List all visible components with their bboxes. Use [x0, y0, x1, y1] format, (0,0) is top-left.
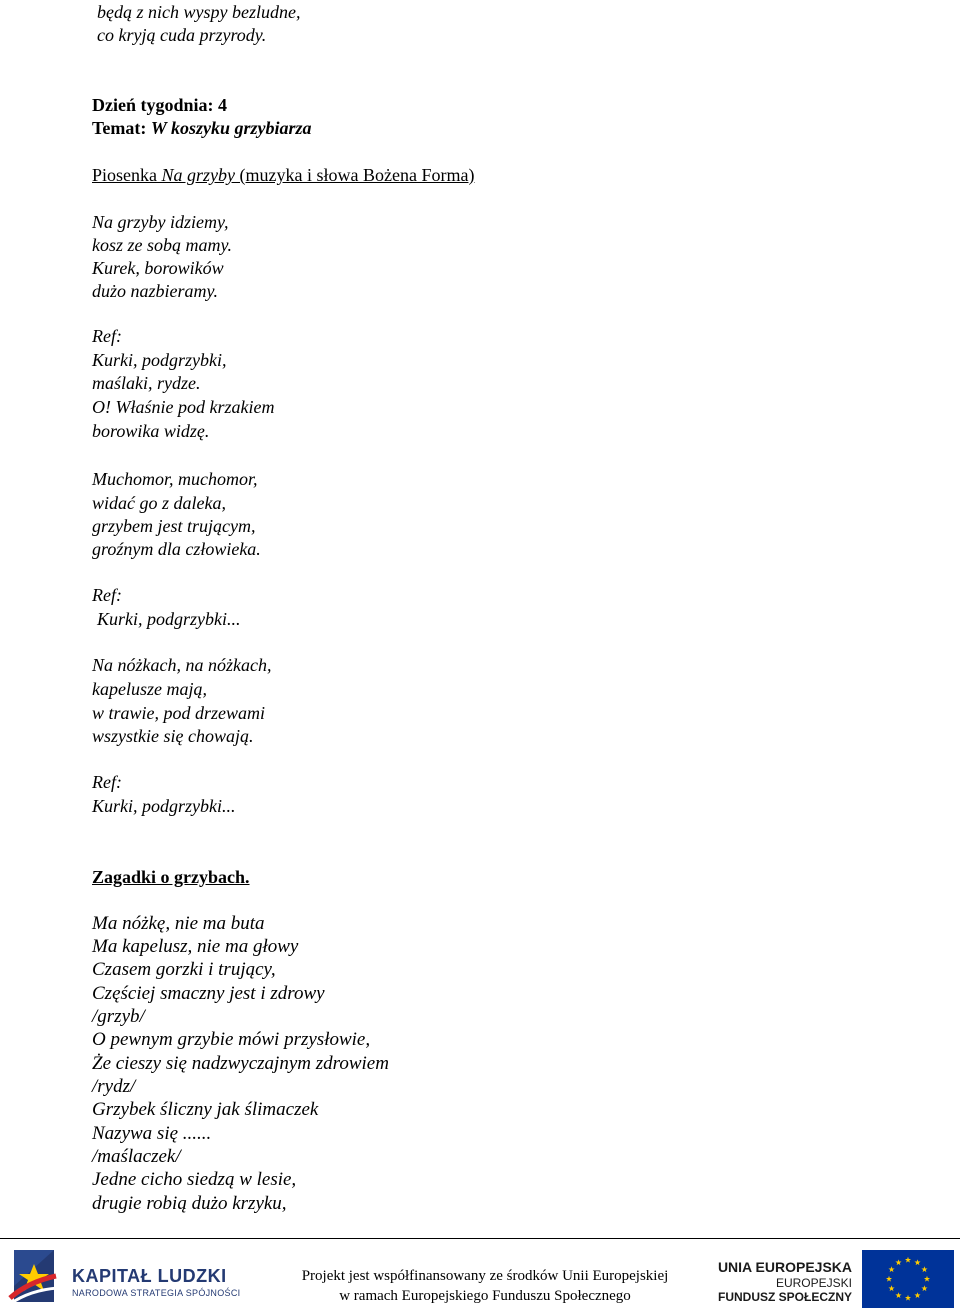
- ref-label: Ref:: [92, 772, 122, 792]
- song-label: Piosenka: [92, 165, 157, 185]
- riddle-line: Częściej smaczny jest i zdrowy: [92, 983, 325, 1004]
- poem-line: co kryją cuda przyrody.: [97, 25, 267, 45]
- kapital-ludzki-logo: [8, 1246, 60, 1315]
- verse-line: Na grzyby idziemy,: [92, 212, 229, 232]
- topic-title: W koszyku grzybiarza: [150, 118, 312, 138]
- verse-line: kapelusze mają,: [92, 679, 207, 699]
- verse-line: kosz ze sobą mamy.: [92, 235, 232, 255]
- riddle-line: Nazywa się ......: [92, 1123, 212, 1144]
- riddle-line: Że cieszy się nadzwyczajnym zdrowiem: [92, 1053, 389, 1074]
- riddles-heading: Zagadki o grzybach.: [92, 867, 250, 887]
- eu-line-2: EUROPEJSKI: [775, 1276, 852, 1290]
- verse-line: groźnym dla człowieka.: [92, 539, 261, 559]
- riddle-line: drugie robią dużo krzyku,: [92, 1193, 287, 1214]
- verse-line: Na nóżkach, na nóżkach,: [92, 655, 272, 675]
- riddle-line: Ma kapelusz, nie ma głowy: [92, 936, 299, 957]
- chorus-short: Kurki, podgrzybki...: [97, 609, 241, 629]
- eu-flag-icon: [862, 1250, 954, 1313]
- verse-line: wszystkie się chowają.: [92, 726, 254, 746]
- kapital-ludzki-title: KAPITAŁ LUDZKI: [72, 1266, 227, 1286]
- song-title: Na grzyby: [161, 165, 235, 185]
- verse-line: w trawie, pod drzewami: [92, 703, 266, 723]
- verse-line: widać go z daleka,: [92, 493, 226, 513]
- poem-line: będą z nich wyspy bezludne,: [97, 2, 301, 22]
- chorus-short: Kurki, podgrzybki...: [92, 796, 236, 816]
- footer-divider: [0, 1238, 960, 1239]
- footer-line-2: w ramach Europejskiego Funduszu Społecznego: [339, 1288, 631, 1304]
- chorus-line: O! Właśnie pod krzakiem: [92, 397, 275, 417]
- riddle-answer: /grzyb/: [92, 1006, 145, 1027]
- kapital-ludzki-subtitle: NARODOWA STRATEGIA SPÓJNOŚCI: [72, 1288, 241, 1298]
- verse-line: grzybem jest trującym,: [92, 516, 256, 536]
- verse-line: Muchomor, muchomor,: [92, 469, 258, 489]
- day-heading: Dzień tygodnia: 4: [92, 95, 227, 115]
- riddle-line: O pewnym grzybie mówi przysłowie,: [92, 1029, 371, 1050]
- ref-label: Ref:: [92, 326, 122, 346]
- topic-heading: [92, 117, 312, 140]
- eu-line-1: UNIA EUROPEJSKA: [717, 1259, 852, 1275]
- topic-label: Temat:: [92, 118, 147, 138]
- eu-line-3: FUNDUSZ SPOŁECZNY: [717, 1290, 852, 1304]
- riddle-line: Ma nóżkę, nie ma buta: [92, 913, 265, 934]
- riddle-line: Jedne cicho siedzą w lesie,: [92, 1169, 297, 1190]
- footer-line-1: Projekt jest współfinansowany ze środków Unii Europejskiej: [301, 1268, 669, 1284]
- riddle-answer: /rydz/: [92, 1076, 136, 1097]
- song-author: (muzyka i słowa Bożena Forma): [239, 165, 475, 185]
- verse-line: Kurek, borowików: [92, 258, 224, 278]
- eu-logo-text: [718, 1258, 852, 1305]
- verse-line: dużo nazbieramy.: [92, 281, 218, 301]
- kapital-ludzki-emblem-icon: [8, 1246, 60, 1310]
- riddle-line: Grzybek śliczny jak ślimaczek: [92, 1099, 319, 1120]
- song-heading: [92, 164, 474, 187]
- eu-flag-graphic: [862, 1250, 954, 1308]
- chorus-line: Kurki, podgrzybki,: [92, 350, 227, 370]
- footer-funding-note: [290, 1266, 680, 1306]
- chorus-line: maślaki, rydze.: [92, 373, 201, 393]
- chorus-line: borowika widzę.: [92, 421, 210, 441]
- riddle-line: Czasem gorzki i trujący,: [92, 959, 276, 980]
- riddle-answer: /maślaczek/: [92, 1146, 181, 1167]
- ref-label: Ref:: [92, 585, 122, 605]
